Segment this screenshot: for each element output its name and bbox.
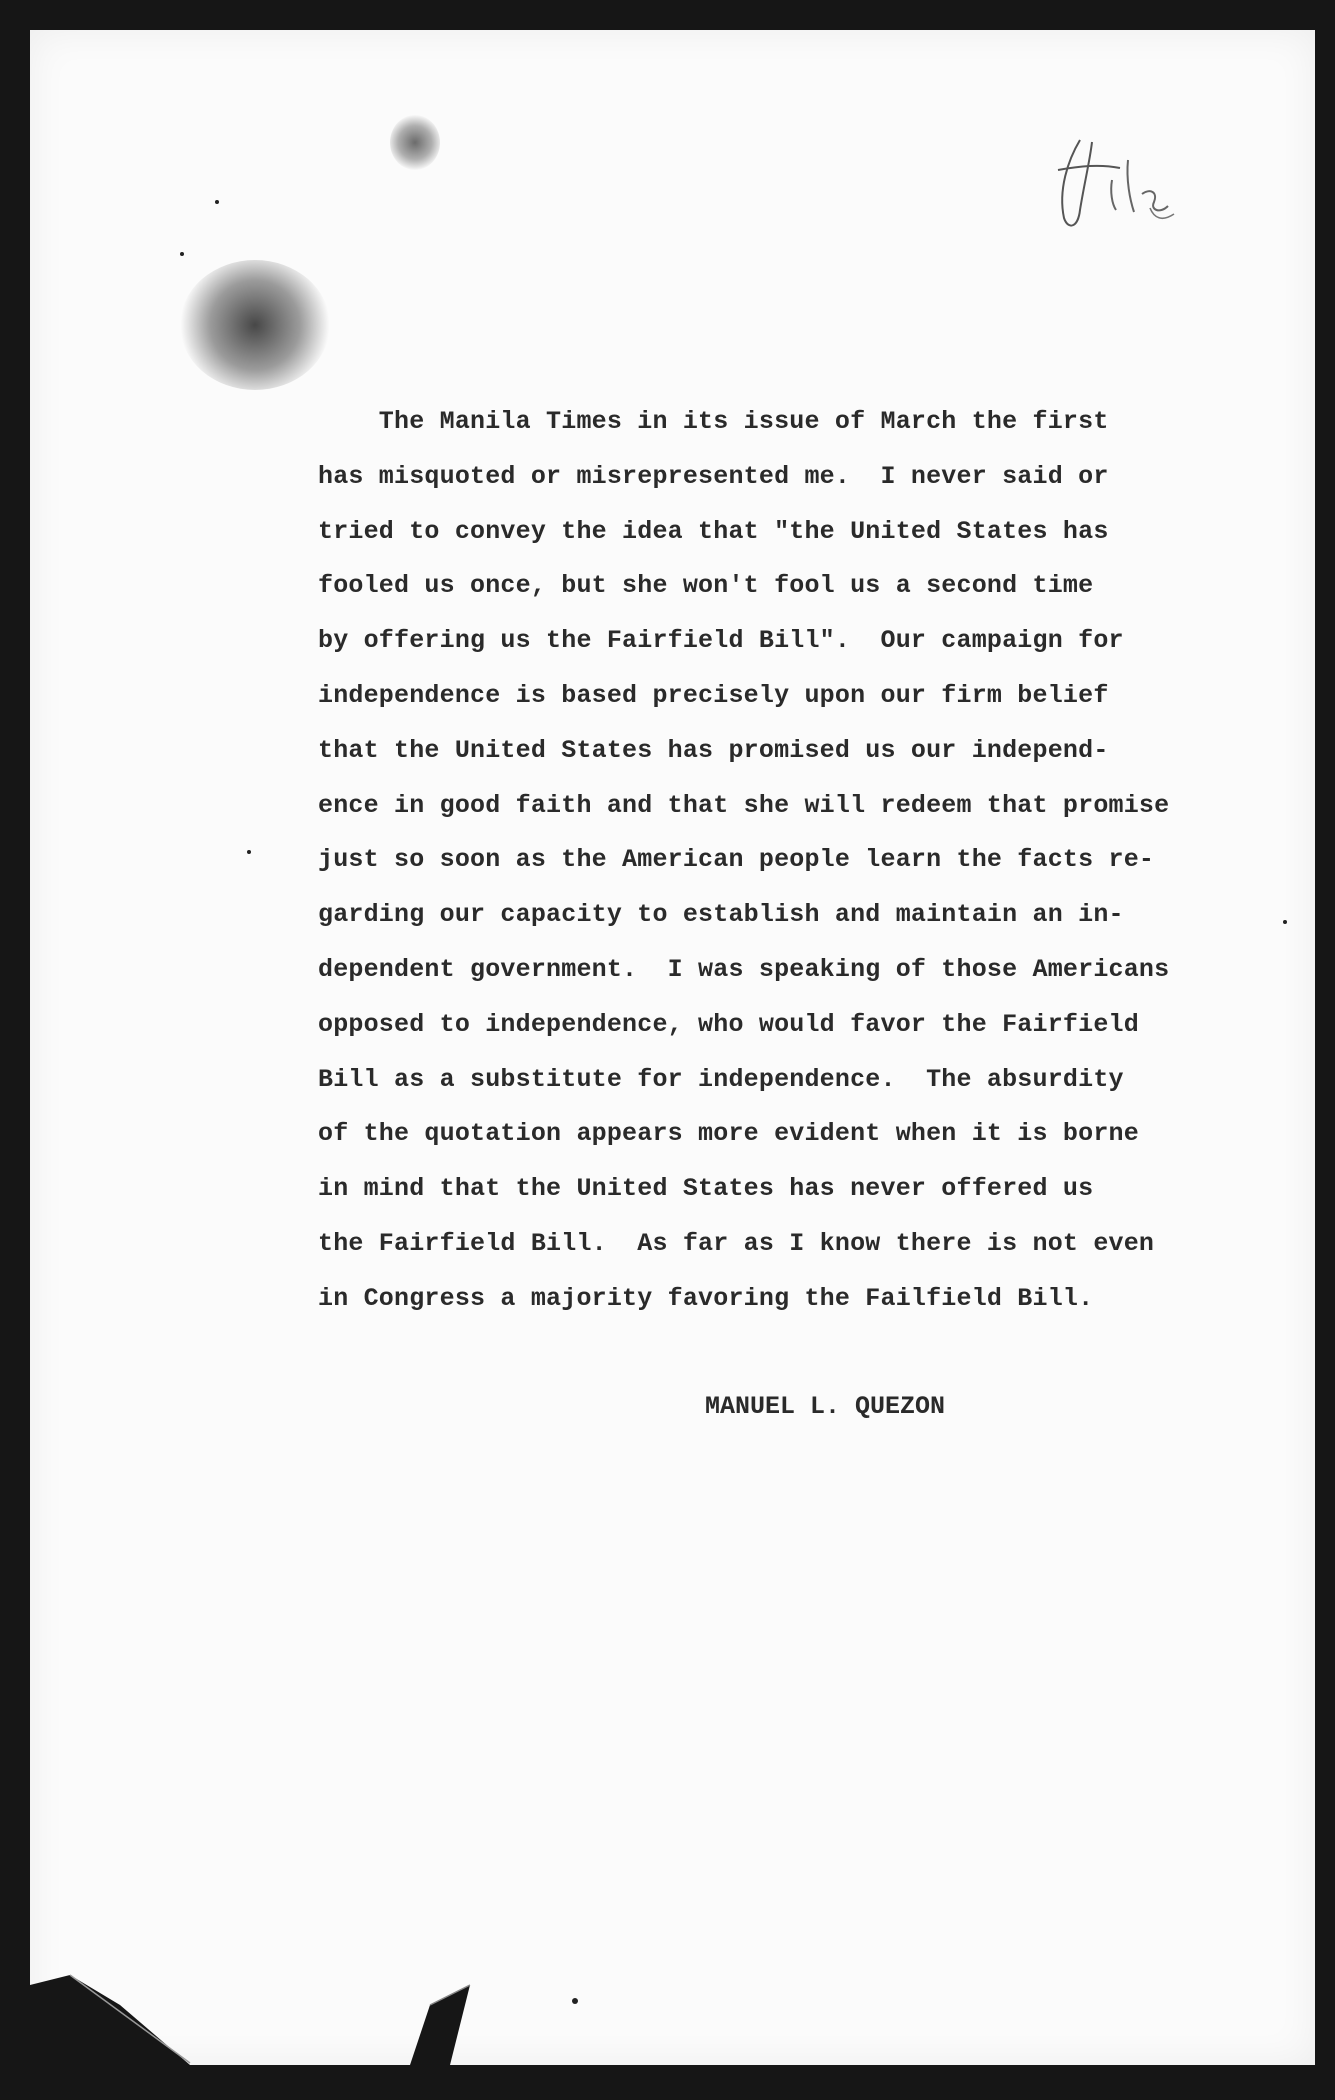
- ink-smudge-small: [390, 115, 440, 170]
- body-line: of the quotation appears more evident when it is borne: [318, 1119, 1139, 1149]
- body-line: in Congress a majority favoring the Failfield Bill.: [318, 1283, 1094, 1313]
- body-line: in mind that the United States has never offered us: [318, 1174, 1094, 1204]
- torn-paper-corner: [30, 1945, 550, 2065]
- body-line: opposed to independence, who would favor the Fairfield: [318, 1009, 1139, 1039]
- ink-smudge: [180, 260, 330, 390]
- body-line: ence in good faith and that she will redeem that promise: [318, 790, 1170, 820]
- body-line: garding our capacity to establish and maintain an in-: [318, 900, 1124, 930]
- signature: MANUEL L. QUEZON: [705, 1392, 946, 1421]
- body-line: just so soon as the American people learn the facts re-: [318, 845, 1155, 875]
- letter-body: [318, 395, 1258, 1327]
- handwritten-file-note: [1050, 130, 1200, 250]
- speck: [247, 850, 251, 854]
- body-line: dependent government. I was speaking of those Americans: [318, 954, 1170, 984]
- speck: [215, 200, 219, 204]
- body-line: that the United States has promised us our independ-: [318, 735, 1109, 765]
- speck: [572, 1998, 578, 2004]
- speck: [180, 252, 184, 256]
- body-line: independence is based precisely upon our firm belief: [318, 680, 1109, 710]
- body-line: Bill as a substitute for independence. The absurdity: [318, 1064, 1124, 1094]
- body-line: The Manila Times in its issue of March the first: [318, 407, 1109, 436]
- body-line: fooled us once, but she won't fool us a second time: [318, 571, 1094, 601]
- body-line: by offering us the Fairfield Bill". Our campaign for: [318, 626, 1124, 656]
- body-line: has misquoted or misrepresented me. I never said or: [318, 461, 1109, 491]
- document-page: [30, 30, 1315, 2065]
- body-line: the Fairfield Bill. As far as I know there is not even: [318, 1228, 1155, 1258]
- speck: [1283, 920, 1287, 924]
- body-line: tried to convey the idea that "the United States has: [318, 516, 1109, 546]
